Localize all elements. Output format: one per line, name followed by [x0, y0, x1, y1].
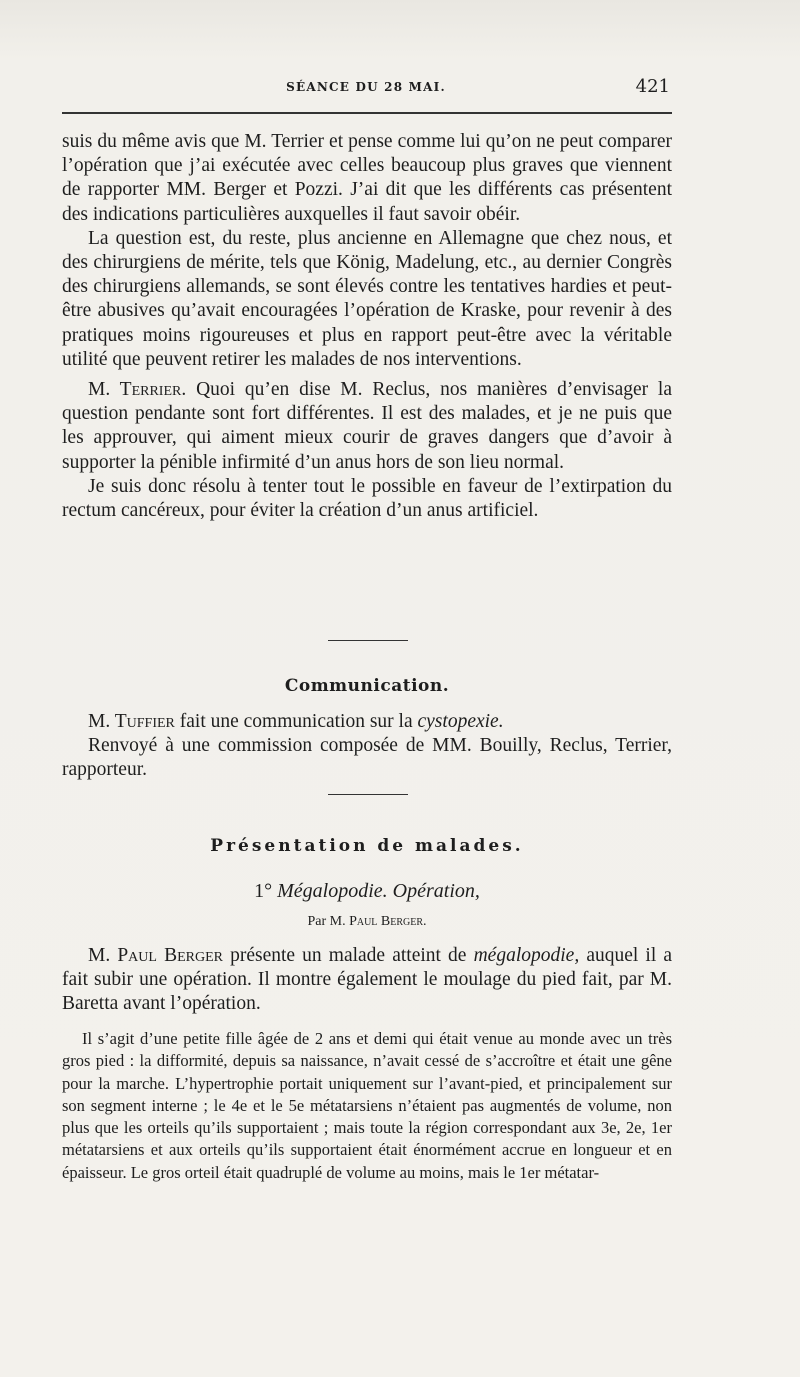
- case-paragraph: Il s’agit d’une petite fille âgée de 2 ans et demi qui était venue au monde avec un très gros pied : la difformité, depuis sa naissance, n’avait cessé de s’accroître et était une gêne pour la marche. L’hypertrophie portait uniquement sur l’avant-pied, et principalement sur son segment interne ; le 4e et le 5e métatarsiens n’étaient pas augmentés de volume, non plus que les orteils qu’ils supportaient ; mais toute la région correspondant aux 3e, 2e, 1er métatarsiens et aux orteils qu’ils supportaient était énormément accrue en longueur et en épaisseur. Le gros orteil était quadruplé de volume au moins, mais le 1er métatar-: [62, 1029, 672, 1182]
- item-number: 1°: [254, 880, 273, 902]
- speaker-paul-berger: M. Paul Berger: [88, 945, 223, 966]
- main-text-block: [62, 130, 672, 523]
- speaker-tuffier: M. Tuffier: [88, 711, 175, 732]
- presentation-heading: Présentation de malades.: [210, 836, 524, 856]
- presentation-term: mégalopodie,: [473, 945, 580, 966]
- paragraph-3: [62, 378, 672, 475]
- communication-block: [62, 710, 672, 783]
- communication-paragraph-2: Renvoyé à une commission composée de MM. Bouilly, Reclus, Terrier, rapporteur.: [62, 735, 672, 781]
- case-description: [62, 1028, 672, 1184]
- paragraph-4: Je suis donc résolu à tenter tout le possible en faveur de l’extirpation du rectum cancéreux, pour éviter la création d’un anus artificiel.: [62, 475, 672, 522]
- section-divider-1: [328, 640, 408, 641]
- paragraph-3-text: Quoi qu’en dise M. Reclus, nos manières d’envisager la question pendante sont fort différentes. Il est des malades, et je ne puis que les approuver, qui aiment mieux courir de graves dangers que d’avoir à supporter la pénible infirmité d’un anus hors de son lieu normal.: [62, 379, 672, 473]
- section-divider-2: [328, 794, 408, 795]
- header-rule: [62, 112, 672, 114]
- paragraph-1: suis du même avis que M. Terrier et pense comme lui qu’on ne peut comparer l’opération que j’ai exécutée avec celles beaucoup plus graves que viennent de rapporter MM. Berger et Pozzi. J’ai dit que les différents cas présentent des indications particulières auxquelles il faut savoir obéir.: [62, 131, 672, 225]
- byline-name: Paul Berger.: [349, 914, 427, 929]
- communication-text: fait une communication sur la: [179, 711, 413, 732]
- page-number: 421: [635, 76, 670, 97]
- item-title-text: Mégalopodie. Opération,: [277, 880, 480, 902]
- byline: [62, 914, 672, 930]
- paragraph-2: La question est, du reste, plus ancienne en Allemagne que chez nous, et des chirurgiens de mérite, tels que König, Madelung, etc., au dernier Congrès des chirurgiens allemands, se sont élevés contre les tentatives hardies et peut-être abusives qu’avait encouragées l’opération de Kraske, pour revenir à des pratiques moins rigoureuses et plus en rapport peut-être avec la véritable utilité que peuvent retirer les malades de nos interventions.: [62, 227, 672, 370]
- speaker-terrier: M. Terrier.: [88, 379, 187, 401]
- presentation-text-a: présente un malade atteint de: [230, 945, 467, 966]
- presentation-paragraph-1: [62, 944, 672, 1017]
- byline-prefix: Par M.: [307, 914, 346, 929]
- item-title: [62, 880, 672, 903]
- communication-paragraph-1: [62, 710, 672, 734]
- communication-heading: Communication.: [284, 676, 450, 696]
- page-header: [62, 76, 670, 100]
- presentation-text-b: auquel il a fait subir une opération. Il montre également le moulage du pied fait, par M. Baretta avant l’opération.: [62, 945, 673, 1015]
- running-title: SÉANCE DU 28 MAI.: [286, 80, 446, 94]
- communication-topic: cystopexie.: [417, 711, 504, 732]
- presentation-block: [62, 944, 672, 1017]
